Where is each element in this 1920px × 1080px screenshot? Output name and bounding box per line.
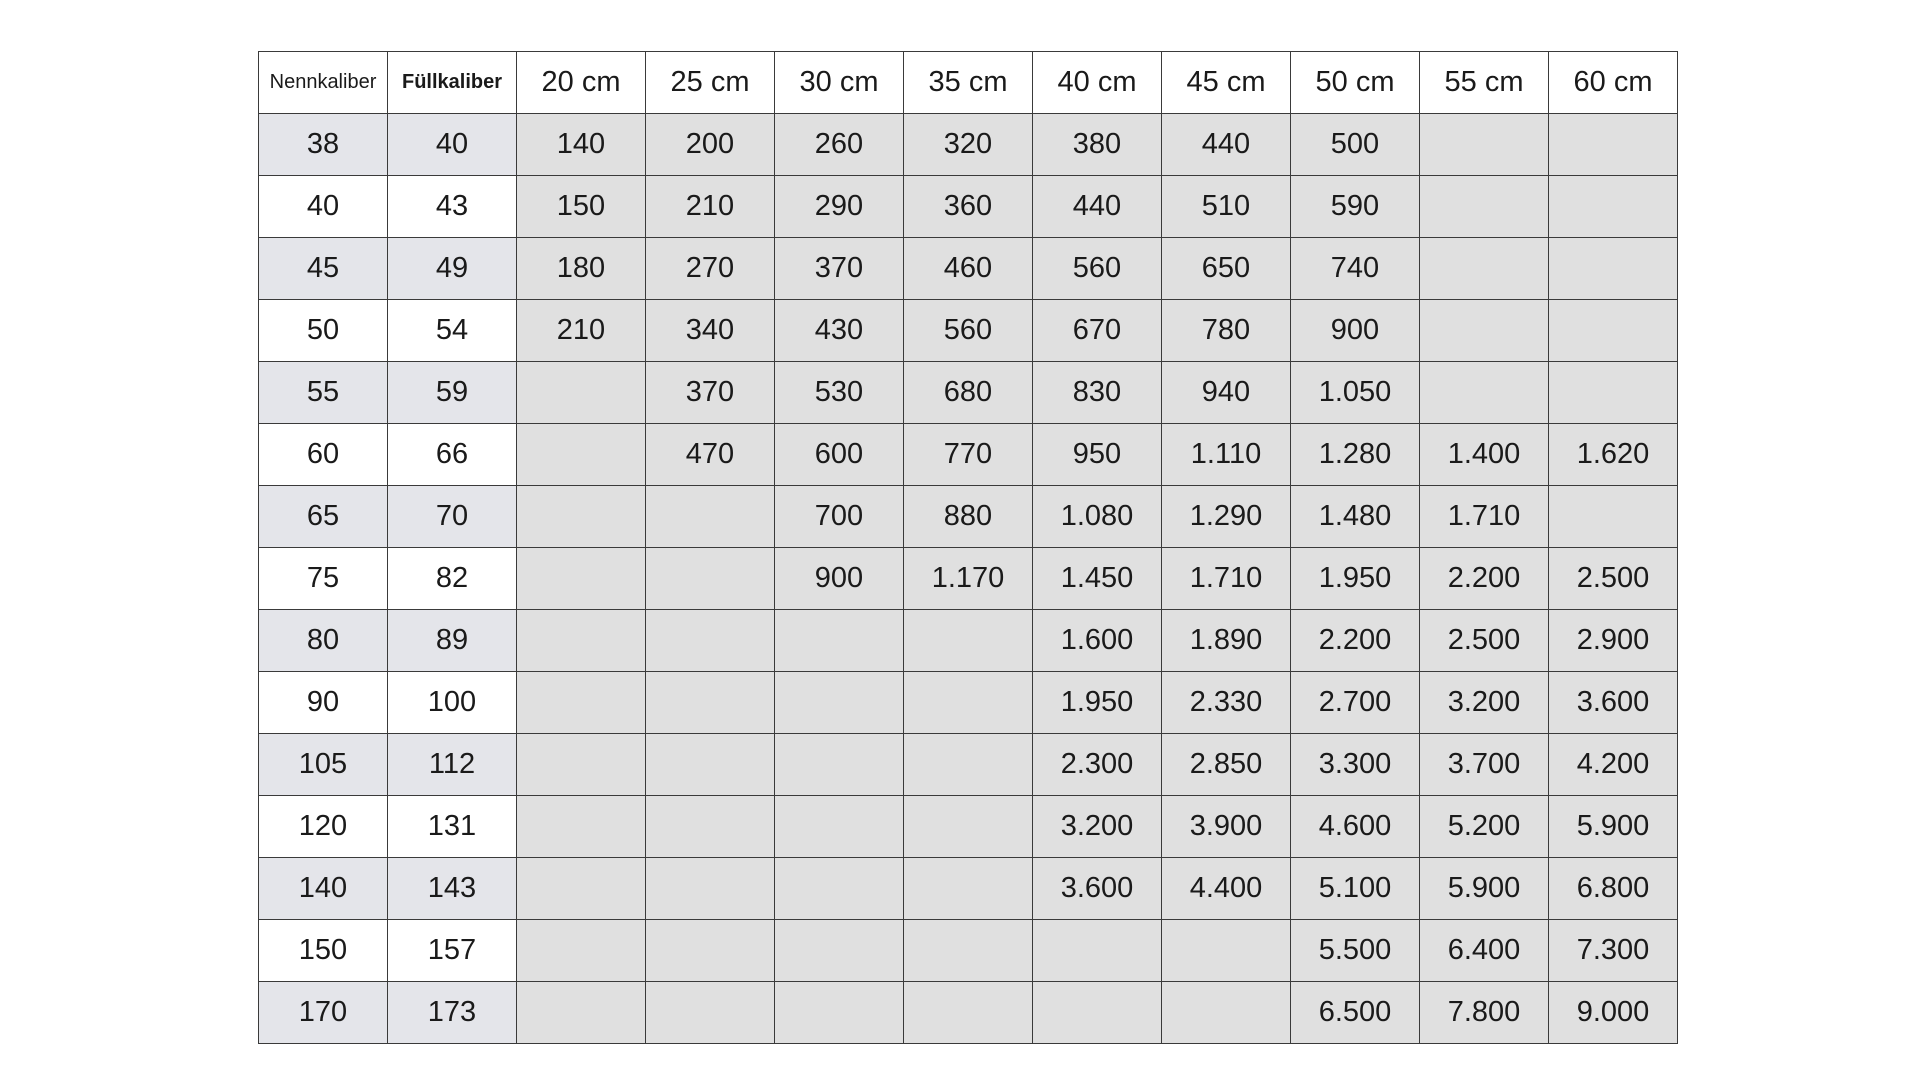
value-cell — [775, 920, 904, 982]
table-row — [259, 114, 1678, 176]
table-row — [259, 176, 1678, 238]
value-cell: 7.300 — [1549, 920, 1678, 982]
value-cell: 2.500 — [1549, 548, 1678, 610]
table-row — [259, 486, 1678, 548]
value-cell — [517, 672, 646, 734]
fuellkaliber-cell: 100 — [388, 672, 517, 734]
value-cell: 1.280 — [1291, 424, 1420, 486]
value-cell: 2.300 — [1033, 734, 1162, 796]
value-cell: 380 — [1033, 114, 1162, 176]
table-row — [259, 734, 1678, 796]
header-row — [259, 52, 1678, 114]
value-cell: 4.600 — [1291, 796, 1420, 858]
table-row — [259, 424, 1678, 486]
value-cell: 370 — [775, 238, 904, 300]
nennkaliber-cell: 150 — [259, 920, 388, 982]
value-cell — [1420, 300, 1549, 362]
fuellkaliber-cell: 40 — [388, 114, 517, 176]
value-cell — [775, 858, 904, 920]
value-cell: 1.450 — [1033, 548, 1162, 610]
value-cell — [517, 424, 646, 486]
value-cell: 470 — [646, 424, 775, 486]
value-cell — [646, 796, 775, 858]
fuellkaliber-cell: 143 — [388, 858, 517, 920]
fuellkaliber-cell: 157 — [388, 920, 517, 982]
value-cell: 2.200 — [1291, 610, 1420, 672]
header-60cm: 60 cm — [1549, 52, 1678, 114]
value-cell — [646, 610, 775, 672]
value-cell: 460 — [904, 238, 1033, 300]
value-cell: 700 — [775, 486, 904, 548]
value-cell: 6.800 — [1549, 858, 1678, 920]
header-30cm: 30 cm — [775, 52, 904, 114]
value-cell: 1.050 — [1291, 362, 1420, 424]
nennkaliber-cell: 38 — [259, 114, 388, 176]
value-cell: 210 — [646, 176, 775, 238]
value-cell: 590 — [1291, 176, 1420, 238]
value-cell: 440 — [1162, 114, 1291, 176]
value-cell: 180 — [517, 238, 646, 300]
fuellkaliber-cell: 89 — [388, 610, 517, 672]
value-cell: 4.400 — [1162, 858, 1291, 920]
value-cell: 3.900 — [1162, 796, 1291, 858]
value-cell — [775, 734, 904, 796]
value-cell: 7.800 — [1420, 982, 1549, 1044]
value-cell: 530 — [775, 362, 904, 424]
value-cell: 5.500 — [1291, 920, 1420, 982]
value-cell: 2.900 — [1549, 610, 1678, 672]
value-cell: 2.200 — [1420, 548, 1549, 610]
header-nennkaliber: Nennkaliber — [259, 52, 388, 114]
nennkaliber-cell: 75 — [259, 548, 388, 610]
value-cell — [904, 982, 1033, 1044]
value-cell: 430 — [775, 300, 904, 362]
value-cell — [517, 362, 646, 424]
value-cell — [1033, 920, 1162, 982]
value-cell: 150 — [517, 176, 646, 238]
value-cell — [1420, 238, 1549, 300]
value-cell: 740 — [1291, 238, 1420, 300]
value-cell: 320 — [904, 114, 1033, 176]
value-cell — [517, 982, 646, 1044]
nennkaliber-cell: 45 — [259, 238, 388, 300]
value-cell: 2.700 — [1291, 672, 1420, 734]
value-cell — [1549, 486, 1678, 548]
table-header — [259, 52, 1678, 114]
fuellkaliber-cell: 43 — [388, 176, 517, 238]
value-cell — [646, 858, 775, 920]
fuellkaliber-cell: 112 — [388, 734, 517, 796]
value-cell: 1.950 — [1033, 672, 1162, 734]
value-cell — [1162, 982, 1291, 1044]
value-cell: 1.170 — [904, 548, 1033, 610]
header-40cm: 40 cm — [1033, 52, 1162, 114]
value-cell: 5.100 — [1291, 858, 1420, 920]
value-cell — [1420, 114, 1549, 176]
value-cell — [1549, 114, 1678, 176]
value-cell: 210 — [517, 300, 646, 362]
value-cell — [517, 796, 646, 858]
nennkaliber-cell: 50 — [259, 300, 388, 362]
value-cell: 360 — [904, 176, 1033, 238]
value-cell: 3.600 — [1549, 672, 1678, 734]
table-row — [259, 982, 1678, 1044]
value-cell: 1.950 — [1291, 548, 1420, 610]
nennkaliber-cell: 55 — [259, 362, 388, 424]
table-row — [259, 238, 1678, 300]
value-cell: 290 — [775, 176, 904, 238]
value-cell — [1162, 920, 1291, 982]
fuellkaliber-cell: 66 — [388, 424, 517, 486]
header-50cm: 50 cm — [1291, 52, 1420, 114]
value-cell: 2.330 — [1162, 672, 1291, 734]
fuellkaliber-cell: 54 — [388, 300, 517, 362]
value-cell: 1.710 — [1420, 486, 1549, 548]
fuellkaliber-cell: 49 — [388, 238, 517, 300]
header-fuellkaliber: Füllkaliber — [388, 52, 517, 114]
header-35cm: 35 cm — [904, 52, 1033, 114]
value-cell: 1.890 — [1162, 610, 1291, 672]
fuellkaliber-cell: 131 — [388, 796, 517, 858]
value-cell — [904, 672, 1033, 734]
value-cell: 6.500 — [1291, 982, 1420, 1044]
value-cell — [517, 734, 646, 796]
value-cell: 1.080 — [1033, 486, 1162, 548]
nennkaliber-cell: 105 — [259, 734, 388, 796]
value-cell: 510 — [1162, 176, 1291, 238]
value-cell: 650 — [1162, 238, 1291, 300]
value-cell — [775, 672, 904, 734]
header-45cm: 45 cm — [1162, 52, 1291, 114]
value-cell: 440 — [1033, 176, 1162, 238]
value-cell — [646, 672, 775, 734]
value-cell — [517, 610, 646, 672]
value-cell — [1420, 362, 1549, 424]
value-cell — [517, 548, 646, 610]
nennkaliber-cell: 90 — [259, 672, 388, 734]
value-cell: 680 — [904, 362, 1033, 424]
value-cell — [775, 610, 904, 672]
value-cell — [646, 734, 775, 796]
value-cell: 3.200 — [1033, 796, 1162, 858]
table-row — [259, 796, 1678, 858]
value-cell: 1.710 — [1162, 548, 1291, 610]
table-body — [259, 114, 1678, 1044]
table-row — [259, 548, 1678, 610]
value-cell — [904, 734, 1033, 796]
value-cell: 670 — [1033, 300, 1162, 362]
value-cell: 9.000 — [1549, 982, 1678, 1044]
value-cell: 260 — [775, 114, 904, 176]
nennkaliber-cell: 65 — [259, 486, 388, 548]
table-row — [259, 920, 1678, 982]
value-cell — [646, 982, 775, 1044]
value-cell: 4.200 — [1549, 734, 1678, 796]
nennkaliber-cell: 140 — [259, 858, 388, 920]
value-cell — [775, 796, 904, 858]
value-cell: 2.850 — [1162, 734, 1291, 796]
value-cell: 1.480 — [1291, 486, 1420, 548]
value-cell: 600 — [775, 424, 904, 486]
value-cell: 3.200 — [1420, 672, 1549, 734]
value-cell: 1.110 — [1162, 424, 1291, 486]
table-row — [259, 362, 1678, 424]
value-cell: 900 — [775, 548, 904, 610]
value-cell — [904, 610, 1033, 672]
value-cell: 780 — [1162, 300, 1291, 362]
value-cell: 270 — [646, 238, 775, 300]
value-cell — [1549, 176, 1678, 238]
value-cell: 940 — [1162, 362, 1291, 424]
table-row — [259, 672, 1678, 734]
table-row — [259, 610, 1678, 672]
value-cell — [775, 982, 904, 1044]
value-cell: 5.900 — [1549, 796, 1678, 858]
value-cell — [904, 920, 1033, 982]
value-cell — [517, 920, 646, 982]
value-cell: 3.300 — [1291, 734, 1420, 796]
value-cell — [1549, 300, 1678, 362]
value-cell: 560 — [1033, 238, 1162, 300]
value-cell: 770 — [904, 424, 1033, 486]
value-cell — [1033, 982, 1162, 1044]
value-cell: 900 — [1291, 300, 1420, 362]
value-cell: 500 — [1291, 114, 1420, 176]
value-cell: 1.600 — [1033, 610, 1162, 672]
value-cell: 1.620 — [1549, 424, 1678, 486]
header-55cm: 55 cm — [1420, 52, 1549, 114]
value-cell — [1549, 362, 1678, 424]
value-cell: 200 — [646, 114, 775, 176]
value-cell: 950 — [1033, 424, 1162, 486]
fuellkaliber-cell: 70 — [388, 486, 517, 548]
value-cell: 5.900 — [1420, 858, 1549, 920]
value-cell: 3.600 — [1033, 858, 1162, 920]
value-cell: 6.400 — [1420, 920, 1549, 982]
value-cell — [904, 858, 1033, 920]
value-cell: 880 — [904, 486, 1033, 548]
value-cell — [646, 548, 775, 610]
value-cell — [1549, 238, 1678, 300]
size-table — [258, 51, 1678, 1044]
fuellkaliber-cell: 59 — [388, 362, 517, 424]
header-20cm: 20 cm — [517, 52, 646, 114]
value-cell: 340 — [646, 300, 775, 362]
nennkaliber-cell: 80 — [259, 610, 388, 672]
value-cell: 2.500 — [1420, 610, 1549, 672]
fuellkaliber-cell: 173 — [388, 982, 517, 1044]
table-row — [259, 300, 1678, 362]
value-cell: 370 — [646, 362, 775, 424]
value-cell — [646, 920, 775, 982]
nennkaliber-cell: 40 — [259, 176, 388, 238]
value-cell: 1.290 — [1162, 486, 1291, 548]
value-cell — [1420, 176, 1549, 238]
header-25cm: 25 cm — [646, 52, 775, 114]
value-cell — [904, 796, 1033, 858]
value-cell: 560 — [904, 300, 1033, 362]
value-cell: 140 — [517, 114, 646, 176]
nennkaliber-cell: 60 — [259, 424, 388, 486]
value-cell — [646, 486, 775, 548]
value-cell — [517, 486, 646, 548]
value-cell: 3.700 — [1420, 734, 1549, 796]
nennkaliber-cell: 120 — [259, 796, 388, 858]
table-row — [259, 858, 1678, 920]
value-cell — [517, 858, 646, 920]
nennkaliber-cell: 170 — [259, 982, 388, 1044]
value-cell: 830 — [1033, 362, 1162, 424]
value-cell: 5.200 — [1420, 796, 1549, 858]
fuellkaliber-cell: 82 — [388, 548, 517, 610]
value-cell: 1.400 — [1420, 424, 1549, 486]
